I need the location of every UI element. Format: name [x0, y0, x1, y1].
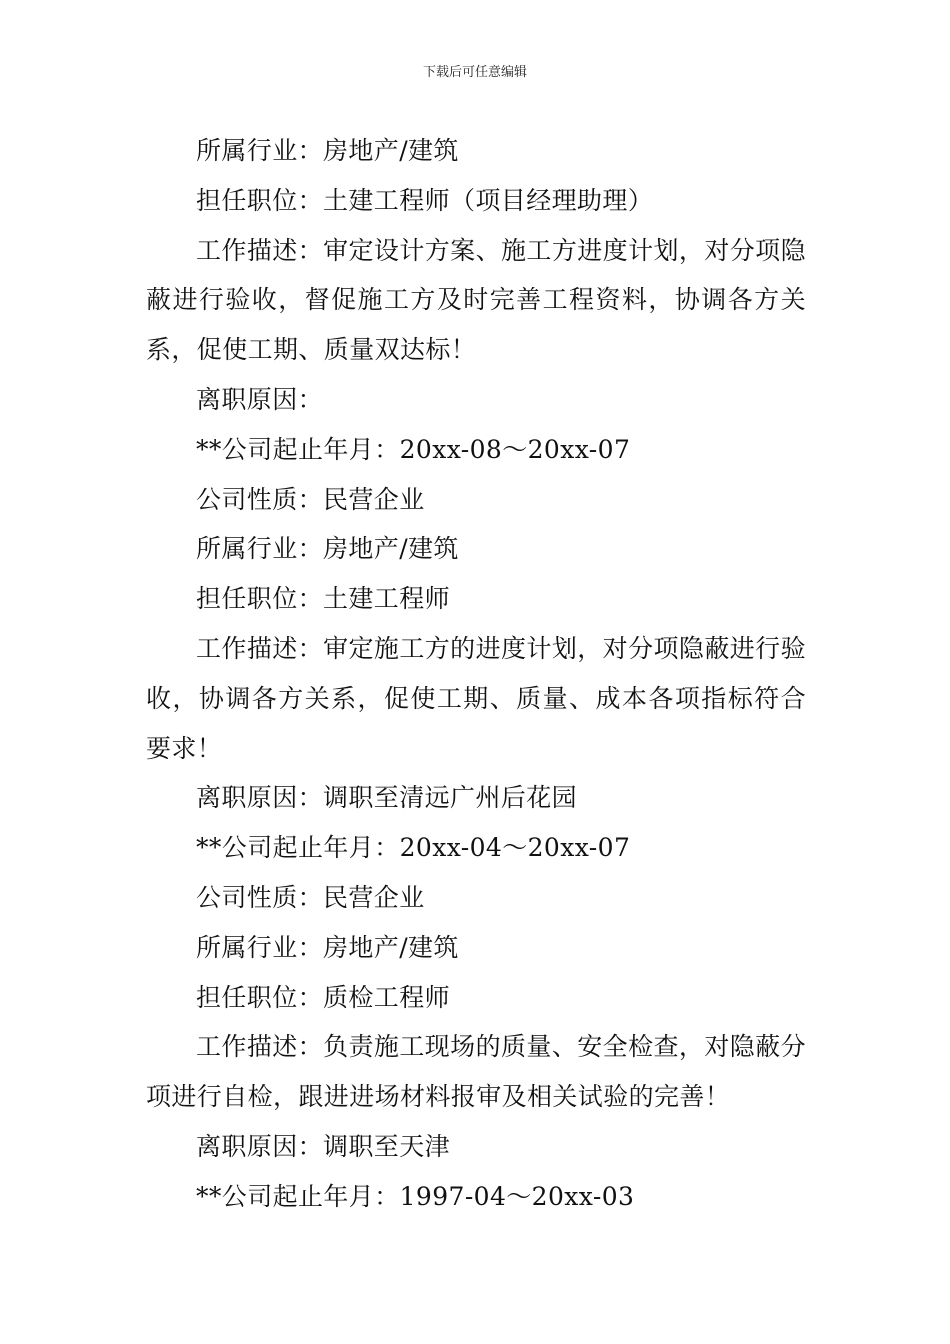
industry-line: 所属行业：房地产/建筑: [196, 136, 459, 165]
job-description: 工作描述：审定设计方案、施工方进度计划，对分项隐蔽进行验收，督促施工方及时完善工程资料，协调各方关系，促使工期、质量双达标！: [146, 235, 806, 365]
leave-reason-line: 离职原因：调职至天津: [196, 1131, 451, 1161]
industry-line: 所属行业：房地产/建筑: [196, 932, 459, 962]
leave-reason-line: 离职原因：: [196, 384, 324, 414]
company-type-line: 公司性质：民营企业: [196, 484, 425, 514]
company-type-line: 公司性质：民营企业: [196, 882, 425, 912]
industry-line: 所属行业：房地产/建筑: [196, 534, 459, 564]
position-line: 担任职位：土建工程师: [196, 584, 451, 614]
page-header-note: 下载后可任意编辑: [422, 65, 527, 80]
position-line: 担任职位：质检工程师: [196, 982, 451, 1012]
employment-period-line: **公司起止年月：1997-04～20xx-03: [196, 1181, 635, 1211]
job-description: 工作描述：审定施工方的进度计划，对分项隐蔽进行验收，协调各方关系，促使工期、质量、成本各项指标符合要求！: [146, 633, 806, 763]
position-line: 担任职位：土建工程师（项目经理助理）: [196, 185, 654, 215]
employment-period-line: **公司起止年月：20xx-08～20xx-07: [196, 434, 631, 464]
employment-period-line: **公司起止年月：20xx-04～20xx-07: [196, 833, 631, 863]
job-description: 工作描述：负责施工现场的质量、安全检查，对隐蔽分项进行自检，跟进进场材料报审及相关试验的完善！: [146, 1032, 806, 1112]
leave-reason-line: 离职原因：调职至清远广州后花园: [196, 783, 578, 813]
document-body: [146, 126, 806, 1222]
